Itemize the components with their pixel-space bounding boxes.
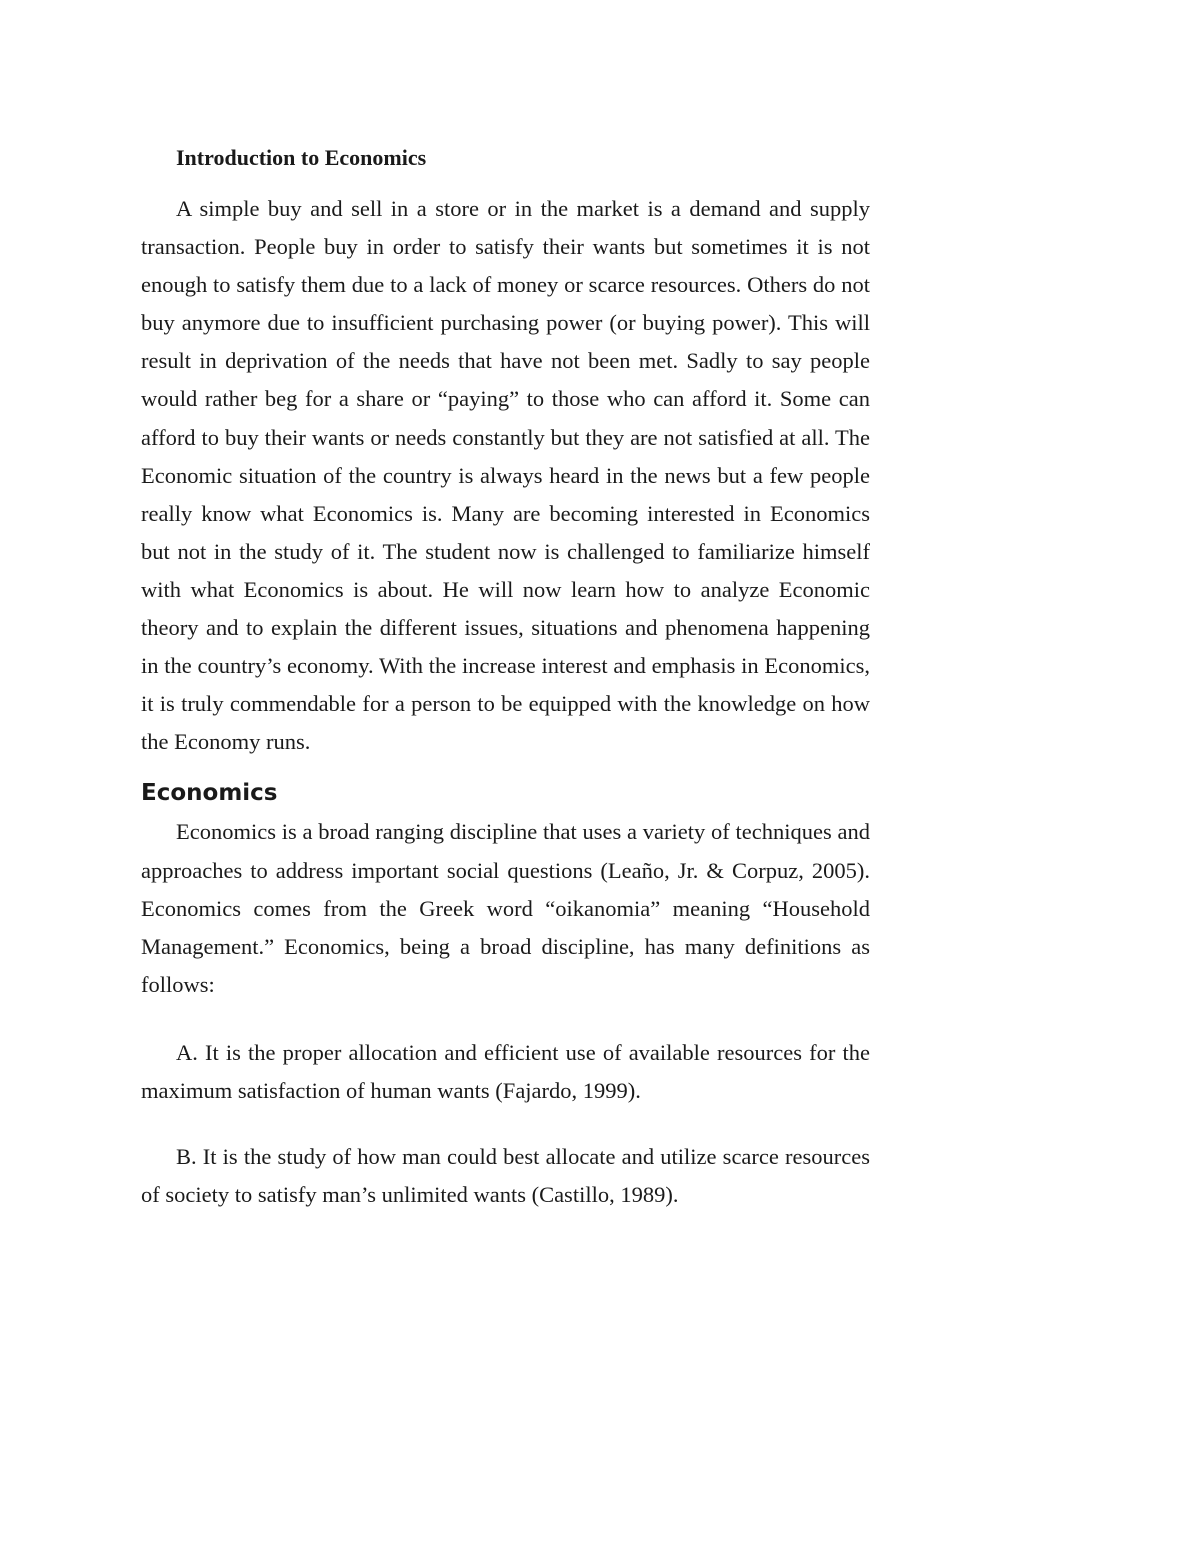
economics-paragraph: Economics is a broad ranging discipline that uses a variety of techniques and approaches to address important social questions (Leaño, Jr. & Corpuz, 2005). Economics comes from the Greek word “oikanomia” meaning “Household Management.” Economics, being a broad discipline, has many definitions as follows: <box>141 819 870 997</box>
definition-a: A. It is the proper allocation and efficient use of available resources for the maximum satisfaction of human wants (Fajardo, 1999). <box>141 1039 870 1103</box>
definition-b: B. It is the study of how man could best allocate and utilize scarce resources of society to satisfy man’s unlimited wants (Castillo, 1989). <box>141 1144 870 1208</box>
intro-paragraph: A simple buy and sell in a store or in the market is a demand and supply transaction. People buy in order to satisfy their wants but sometimes it is not enough to satisfy them due to a lack of money or scarce resources. Others do not buy anymore due to insufficient purchasing power (or buying power). This will result in deprivation of the needs that have not been met. Sadly to say people would rather beg for a share or “paying” to those who can afford it. Some can afford to buy their wants or needs constantly but they are not satisfied at all. The Economic situation of the country is always heard in the news but a few people really know what Economics is. Many are becoming interested in Economics but not in the study of it. The student now is challenged to familiarize himself with what Economics is about. He will now learn how to analyze Economic theory and to explain the different issues, situations and phenomena happening in the country’s economy. With the increase interest and emphasis in Economics, it is truly commendable for a person to be equipped with the knowledge on how the Economy runs. <box>141 196 870 755</box>
document-page <box>141 140 870 1214</box>
section-title-economics: Economics <box>141 780 278 807</box>
intro-heading: Introduction to Economics <box>176 145 427 170</box>
